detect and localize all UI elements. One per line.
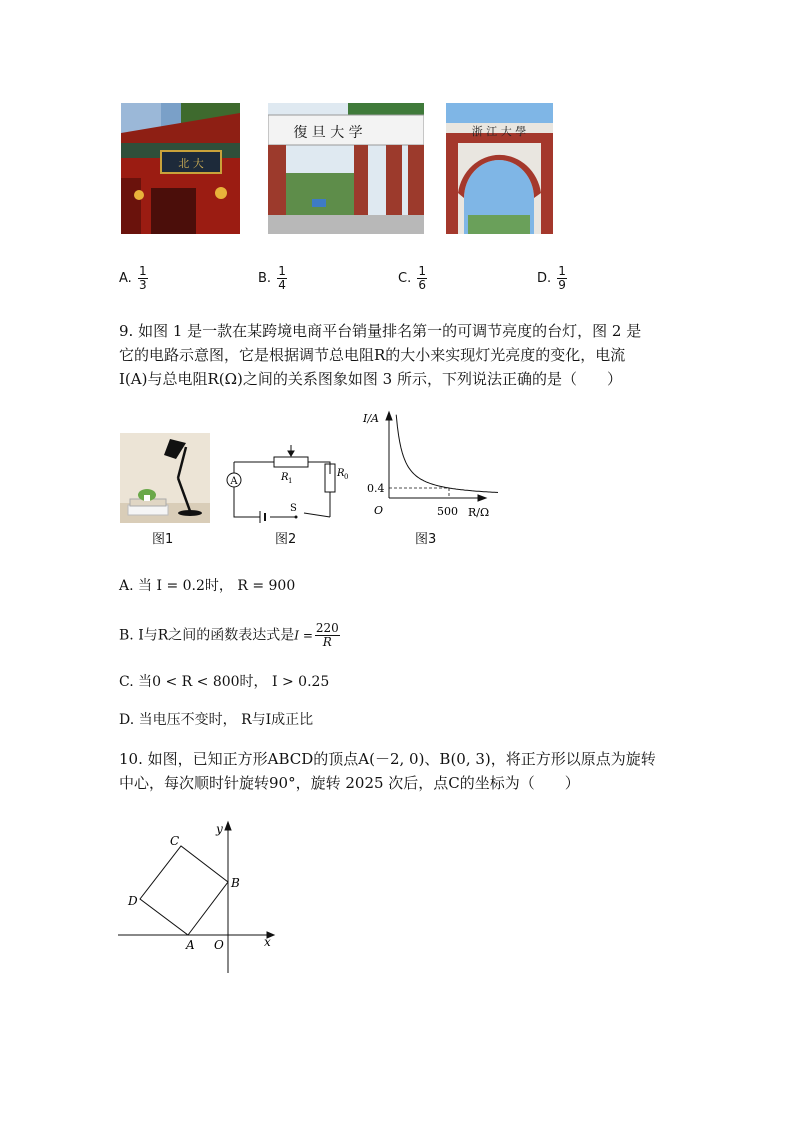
q8-option-b-num: 1 <box>278 264 286 278</box>
label-y: y <box>216 822 223 836</box>
q8-option-d-letter: D. <box>537 271 552 286</box>
figure-1-caption: 图1 <box>152 532 174 547</box>
q8-option-d-num: 1 <box>558 264 566 278</box>
figure-1-desk-lamp-photo <box>120 433 210 523</box>
q9-option-b <box>119 622 340 649</box>
r0-subscript: 0 <box>344 473 349 481</box>
q8-option-c <box>398 265 427 292</box>
q10-stem-line-2: 中心，每次顺时针旋转90°，旋转 2025 次后，点C的坐标为（ ） <box>119 774 580 792</box>
q8-option-d-fraction <box>557 265 567 292</box>
label-b: B <box>231 876 240 890</box>
pku-plaque-text: 北 大 <box>178 157 204 170</box>
q8-option-d-den: 9 <box>558 278 566 292</box>
q8-option-a <box>119 265 148 292</box>
q9-stem-line-3: I(A)与总电阻R(Ω)之间的关系图象如图 3 所示，下列说法正确的是（ ） <box>119 370 622 388</box>
switch-label: S <box>290 503 297 514</box>
q9-option-b-fraction <box>315 622 340 649</box>
q8-option-a-letter: A. <box>119 271 132 286</box>
q8-option-a-fraction <box>138 265 148 292</box>
y-axis-label: I/A <box>363 412 379 425</box>
label-c: C <box>170 834 180 848</box>
r1-subscript: 1 <box>288 477 293 485</box>
square-abcd <box>140 846 228 935</box>
q9-stem-line-2: 它的电路示意图，它是根据调节总电阻R的大小来实现灯光亮度的变化，电流 <box>119 346 626 364</box>
label-o: O <box>214 938 224 952</box>
photo-zhejiang-university-gate <box>446 103 553 234</box>
q8-option-b-den: 4 <box>278 278 286 292</box>
q8-option-a-num: 1 <box>138 264 147 278</box>
q9-option-a: A. 当 I = 0.2时， R = 900 <box>119 578 296 594</box>
zju-plaque-text: 浙 江 大 學 <box>471 125 527 138</box>
figure-2-circuit-diagram <box>218 442 358 524</box>
q8-option-b <box>258 265 287 292</box>
figure-2-caption: 图2 <box>275 532 297 547</box>
q8-option-a-den: 3 <box>138 278 147 292</box>
r1-label: R <box>281 472 289 483</box>
label-a: A <box>186 938 195 952</box>
ammeter-label: A <box>230 476 238 487</box>
q10-stem-line-1: 10. 如图，已知正方形ABCD的顶点A(－2, 0)、B(0, 3)，将正方形以原点为旋转 <box>119 750 656 768</box>
photo-peking-university-gate <box>121 103 240 234</box>
x-axis-label: R/Ω <box>468 506 490 519</box>
r0-label: R <box>337 468 345 479</box>
q8-option-c-fraction <box>417 265 427 292</box>
origin-label: O <box>374 504 384 517</box>
y-tick-0-4: 0.4 <box>367 482 385 495</box>
q8-option-c-den: 6 <box>418 278 426 292</box>
q8-option-b-letter: B. <box>258 271 272 286</box>
q8-option-c-num: 1 <box>418 264 426 278</box>
q9-stem-line-1: 9. 如图 1 是一款在某跨境电商平台销量排名第一的可调节亮度的台灯，图 2 是 <box>119 322 642 340</box>
q9-option-b-lhs: I = <box>294 628 313 643</box>
q10-square-figure <box>118 818 283 978</box>
figure-3-i-r-graph <box>358 410 498 522</box>
q9-option-b-text: B. I与R之间的函数表达式是 <box>119 627 295 644</box>
i-r-curve <box>396 415 498 493</box>
q8-option-b-fraction <box>277 265 287 292</box>
photo-fudan-university-gate <box>268 103 424 234</box>
label-x: x <box>264 935 271 949</box>
x-tick-500: 500 <box>437 505 458 518</box>
q8-option-d <box>537 265 567 292</box>
figure-3-caption: 图3 <box>415 532 437 547</box>
q8-option-c-letter: C. <box>398 271 412 286</box>
label-d: D <box>128 894 138 908</box>
q9-option-b-num: 220 <box>315 621 339 635</box>
fudan-plaque-text: 復 旦 大 学 <box>293 125 363 141</box>
q9-option-d: D. 当电压不变时， R与I成正比 <box>119 712 314 728</box>
q9-option-c: C. 当0 < R < 800时， I > 0.25 <box>119 674 330 690</box>
q9-option-b-den: R <box>322 635 332 649</box>
